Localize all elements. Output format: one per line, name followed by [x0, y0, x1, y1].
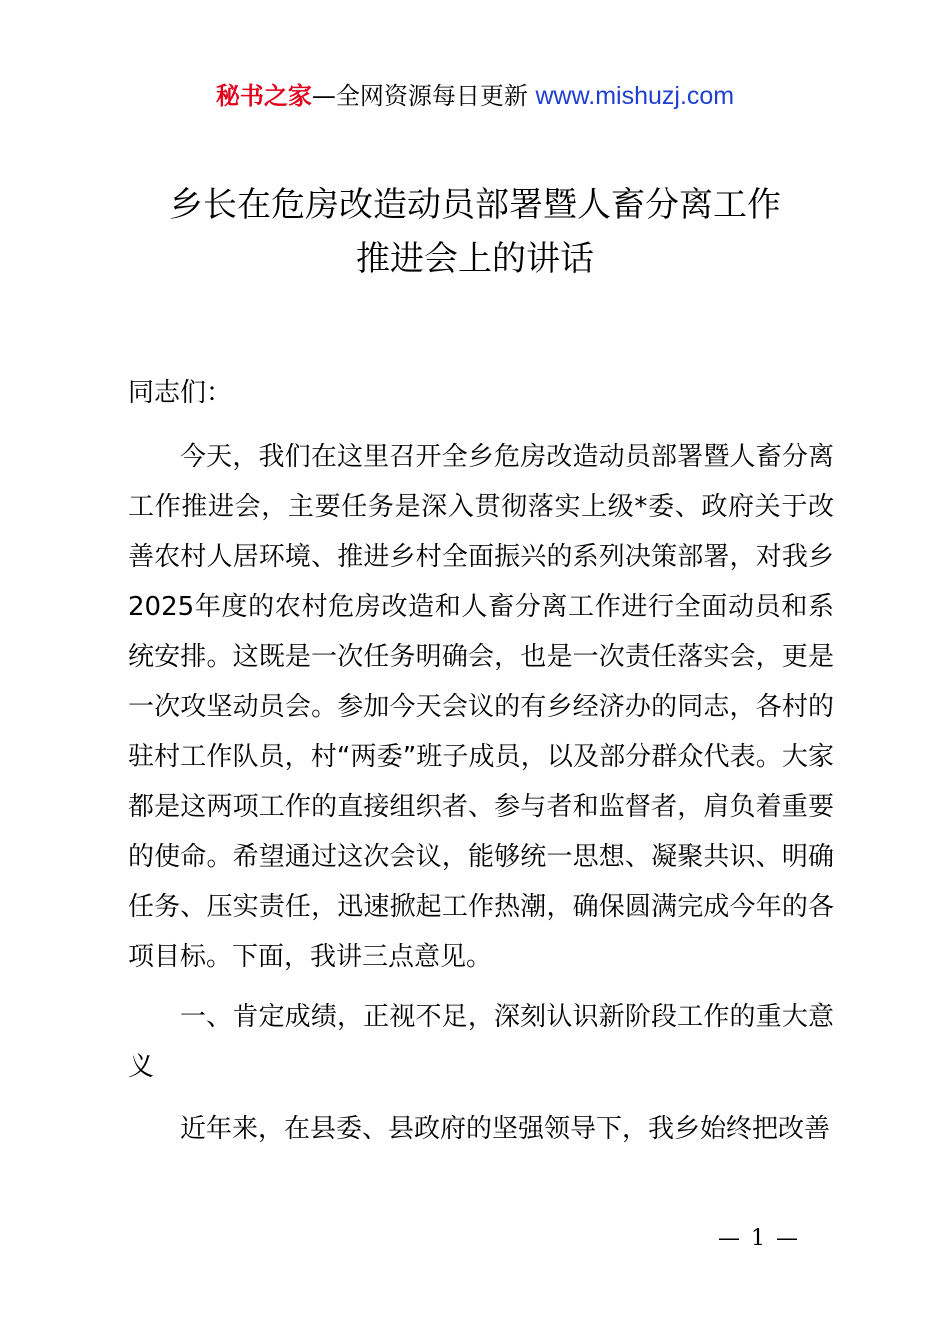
salutation: 同志们： [128, 378, 233, 408]
site-banner [0, 80, 950, 112]
title-line-1: 乡长在危房改造动员部署暨人畜分离工作 [169, 185, 781, 225]
banner-brand: 秘书之家 [215, 82, 312, 110]
paragraph-section-1: 近年来，在县委、县政府的坚强领导下，我乡始终把改善 [180, 1114, 831, 1144]
document-title [0, 178, 950, 286]
title-line-2: 推进会上的讲话 [356, 239, 594, 279]
banner-url-link[interactable]: www.mishuzj.com [535, 82, 735, 110]
section-heading-1: 一、肯定成绩，正视不足，深刻认识新阶段工作的重大意义 [128, 1002, 834, 1082]
paragraph-intro: 今天，我们在这里召开全乡危房改造动员部署暨人畜分离工作推进会，主要任务是深入贯彻落实上级*委、政府关于改善农村人居环境、推进乡村全面振兴的系列决策部署，对我乡2025年度的农村危房改造和人畜分离工作进行全面动员和系统安排。这既是一次任务明确会，也是一次责任落实会，更是一次攻坚动员会。参加今天会议的有乡经济办的同志，各村的驻村工作队员，村“两委”班子成员，以及部分群众代表。大家都是这两项工作的直接组织者、参与者和监督者，肩负着重要的使命。希望通过这次会议，能够统一思想、凝聚共识、明确任务、压实责任，迅速掀起工作热潮，确保圆满完成今年的各项目标。下面，我讲三点意见。 [128, 442, 834, 972]
page-number: — 1 — [718, 1226, 800, 1251]
banner-slogan: —全网资源每日更新 [311, 82, 528, 110]
